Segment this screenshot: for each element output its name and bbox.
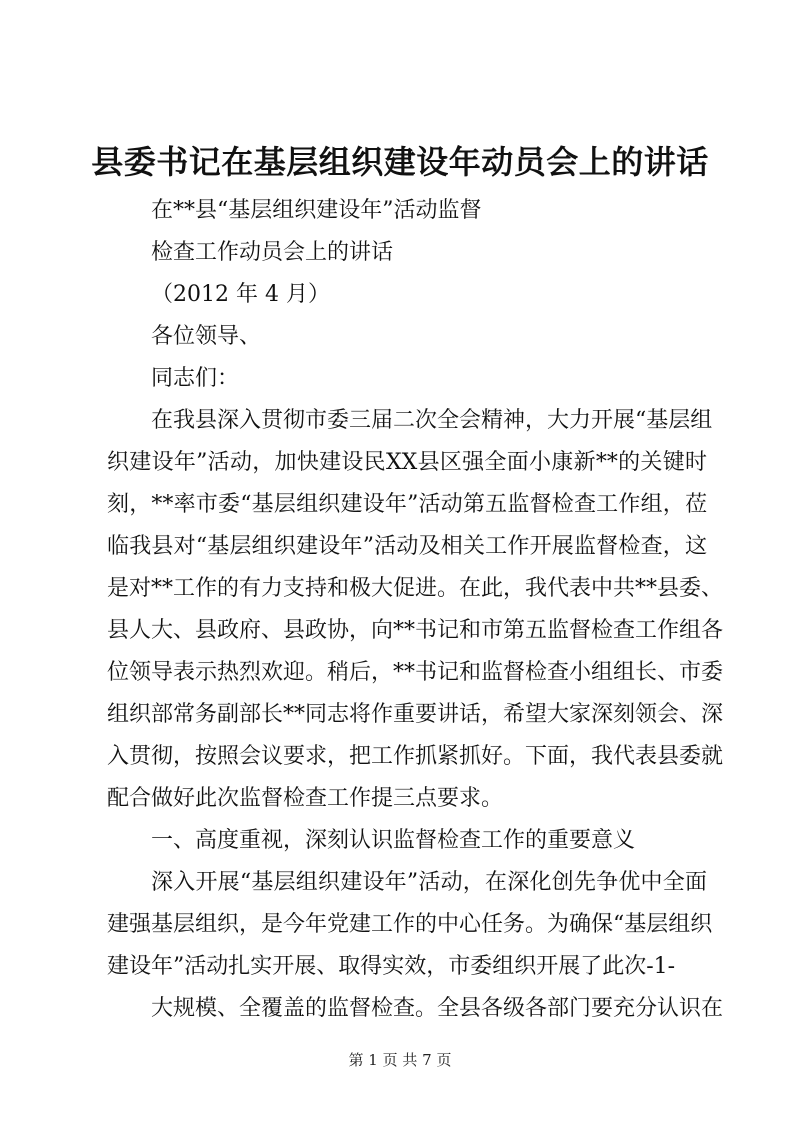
paragraph-line: 在我县深入贯彻市委三届二次全会精神，大力开展“基层组 (151, 408, 713, 433)
paragraph-line: 是对**工作的有力支持和极大促进。在此，我代表中共**县委、 (107, 576, 724, 601)
paragraph-line: 建设年”活动扎实开展、取得实效，市委组织开展了此次-1- (107, 954, 676, 979)
salutation-line-1: 各位领导、 (151, 324, 262, 349)
paragraph-line: 深入开展“基层组织建设年”活动，在深化创先争优中全面 (151, 870, 707, 895)
salutation-line-2: 同志们： (151, 366, 240, 391)
paragraph-line: 县人大、县政府、县政协，向**书记和市第五监督检查工作组各 (107, 618, 724, 643)
paragraph-line: 组织部常务副部长**同志将作重要讲话，希望大家深刻领会、深 (107, 702, 724, 727)
document-title: 县委书记在基层组织建设年动员会上的讲话 (91, 143, 709, 181)
document-body (107, 190, 724, 1030)
paragraph-line: 入贯彻，按照会议要求，把工作抓紧抓好。下面，我代表县委就 (107, 744, 724, 769)
subtitle-line-1: 在**县“基层组织建设年”活动监督 (151, 198, 482, 223)
paragraph-line: 织建设年”活动，加快建设民XX县区强全面小康新**的关键时 (107, 450, 707, 475)
paragraph-line: 大规模、全覆盖的监督检查。全县各级各部门要充分认识在 (151, 996, 724, 1021)
paragraph-line: 配合做好此次监督检查工作提三点要求。 (107, 786, 504, 811)
section-heading: 一、高度重视，深刻认识监督检查工作的重要意义 (151, 828, 636, 853)
paragraph-line: 建强基层组织，是今年党建工作的中心任务。为确保“基层组织 (107, 912, 713, 937)
page-number-footer: 第 1 页 共 7 页 (348, 1051, 452, 1069)
date-line: （2012 年 4 月） (151, 282, 330, 307)
paragraph-line: 位领导表示热烈欢迎。稍后，**书记和监督检查小组组长、市委 (107, 660, 724, 685)
paragraph-line: 临我县对“基层组织建设年”活动及相关工作开展监督检查，这 (107, 534, 707, 559)
subtitle-line-2: 检查工作动员会上的讲话 (151, 240, 394, 265)
paragraph-line: 刻，**率市委“基层组织建设年”活动第五监督检查工作组，莅 (107, 492, 707, 517)
